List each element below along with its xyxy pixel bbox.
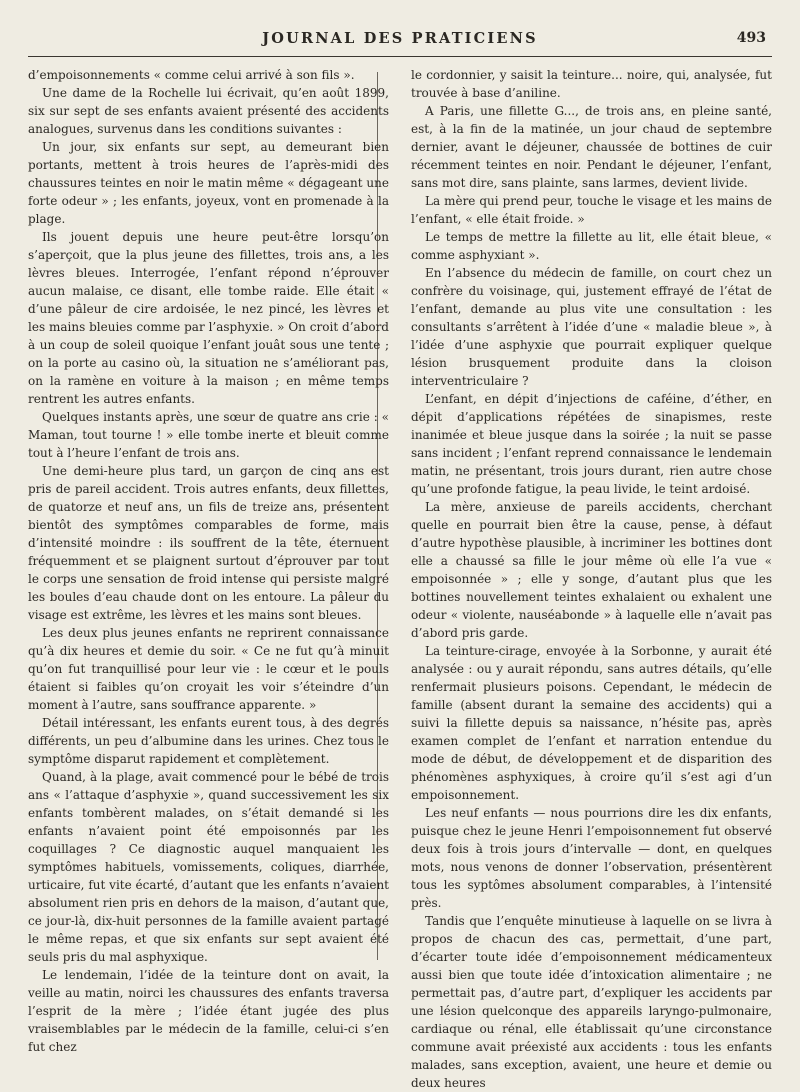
paragraph: Le lendemain, l’idée de la teinture dont on avait, la veille au matin, noirci les chaussures des enfants traversa l’esprit de la mère ; l’idée étant jugée des plus vraisemblables par le médecin de la famille, celui-ci s’en fut chez xyxy=(28,968,389,1054)
paragraph: Les deux plus jeunes enfants ne reprirent connaissance qu’à dix heures et demie du soir. « Ce ne fut qu’à minuit qu’on fut tranquillisé pour leur vie : le cœur et le pouls étaient si faibles qu’on croyait les voir s’éteindre d’un moment à l’autre, sans souffrance apparente. » xyxy=(28,626,389,712)
paragraph: le cordonnier, y saisit la teinture... noire, qui, analysée, fut trouvée à base d’aniline. xyxy=(411,68,772,100)
paragraph: Une dame de la Rochelle lui écrivait, qu’en août 1899, six sur sept de ses enfants avaient présenté des accidents analogues, survenus dans les conditions suivantes : xyxy=(28,86,389,136)
paragraph: La teinture-cirage, envoyée à la Sorbonne, y aurait été analysée : ou y aurait répondu, sans autres détails, qu’elle renfermait plusieurs poisons. Cependant, le médecin de famille (absent durant la semaine des accidents) qui a suivi la fillette depuis sa naissance, n’hésite pas, après examen complet de l’enfant et narration entendue du mode de début, de développement et de disparition des phénomènes asphyxiques, à croire qu’il s’est agi d’un empoisonnement. xyxy=(411,644,772,802)
paragraph: d’empoisonnements « comme celui arrivé à son fils ». xyxy=(28,68,355,82)
paragraph: Détail intéressant, les enfants eurent tous, à des degrés différents, un peu d’albumine dans les urines. Chez tous le symptôme disparut rapidement et complètement. xyxy=(28,716,389,766)
paragraph: Une demi-heure plus tard, un garçon de cinq ans est pris de pareil accident. Trois autres enfants, deux fillettes, de quatorze et neuf ans, un fils de treize ans, présentent bientôt des symptômes comparables de forme, mais d’intensité moindre : ils souffrent de la tête, éternuent fréquemment et se plaignent surtout d’éprouver par tout le corps une sensation de froid intense qui persiste malgré les boules d’eau chaude dont on les entoure. La pâleur du visage est extrême, les lèvres et les mains sont bleues. xyxy=(28,464,389,622)
article-body xyxy=(28,66,772,1090)
paragraph: La mère, anxieuse de pareils accidents, cherchant quelle en pourrait bien être la cause, pense, à défaut d’autre hypothèse plausible, à incriminer les bottines dont elle a chaussé sa fille le jour même où elle l’a vue « empoisonnée » ; elle y songe, d’autant plus que les bottines nouvellement teintes exhalaient ou exhalent une odeur « violente, nauséabonde » à laquelle elle n’avait pas d’abord pris garde. xyxy=(411,500,772,640)
paragraph: L’enfant, en dépit d’injections de caféine, d’éther, en dépit d’applications répétées de sinapismes, reste inanimée et bleue jusque dans la soirée ; la nuit se passe sans incident ; l’enfant reprend connaissance le lendemain matin, ne présentant, trois jours durant, rien autre chose qu’une profonde fatigue, la peau livide, le teint ardoisé. xyxy=(411,392,772,496)
paragraph: Un jour, six enfants sur sept, au demeurant bien portants, mettent à trois heures de l’après-midi des chaussures teintes en noir le matin même « dégageant une forte odeur » ; les enfants, joyeux, vont en promenade à la plage. xyxy=(28,140,389,226)
paragraph: Quand, à la plage, avait commencé pour le bébé de trois ans « l’attaque d’asphyxie », quand successivement les six enfants tombèrent malades, on s’était demandé si les enfants n’avaient point été empoisonnés par les coquillages ? Ce diagnostic auquel manquaient les symptômes habituels, vomissements, coliques, diarrhée, urticaire, fut vite écarté, d’autant que les enfants n’avaient absolument rien pris en dehors de la maison, d’autant que, ce jour-là, dix-huit personnes de la famille avaient partagé le même repas, et que six enfants sur sept avaient été seuls pris du mal asphyxique. xyxy=(28,770,389,964)
right-column xyxy=(411,66,772,1090)
paragraph: Le temps de mettre la fillette au lit, elle était bleue, « comme asphyxiant ». xyxy=(411,230,772,262)
paragraph: En l’absence du médecin de famille, on court chez un confrère du voisinage, qui, justement effrayé de l’état de l’enfant, demande au plus vite une consultation : les consultants s’arrêtent à l’idée d’une « maladie bleue », à l’idée d’une asphyxie que pourrait expliquer quelque lésion brusquement produite dans la cloison interventriculaire ? xyxy=(411,266,772,388)
page-number: 493 xyxy=(736,30,766,46)
paragraph: Tandis que l’enquête minutieuse à laquelle on se livra à propos de chacun des cas, permettait, d’une part, d’écarter toute idée d’empoisonnement médicamenteux aussi bien que toute idée d’intoxication alimentaire ; ne permettait pas, d’autre part, d’expliquer les accidents par une lésion quelconque des appareils laryngo-pulmonaire, cardiaque ou rénal, elle établissait qu’une circonstance commune avait préexisté aux accidents : tous les enfants malades, sans exception, avaient, une heure et demie ou deux heures xyxy=(411,914,772,1090)
left-column xyxy=(28,66,389,1054)
paragraph: Quelques instants après, une sœur de quatre ans crie : « Maman, tout tourne ! » elle tombe inerte et bleuit comme tout à l’heure l’enfant de trois ans. xyxy=(28,410,389,460)
paragraph: A Paris, une fillette G..., de trois ans, en pleine santé, est, à la fin de la matinée, un jour chaud de septembre dernier, avant le déjeuner, chaussée de bottines de cuir récemment teintes en noir. Pendant le déjeuner, l’enfant, sans mot dire, sans plainte, sans larmes, devient livide. xyxy=(411,104,772,190)
page-header xyxy=(28,26,772,57)
paragraph: Les neuf enfants — nous pourrions dire les dix enfants, puisque chez le jeune Henri l’empoisonnement fut observé deux fois à trois jours d’intervalle — dont, en quelques mots, nous venons de donner l’observation, présentèrent tous les syptômes absolument comparables, à l’intensité près. xyxy=(411,806,772,910)
paragraph: Ils jouent depuis une heure peut-être lorsqu’on s’aperçoit, que la plus jeune des fillettes, trois ans, a les lèvres bleues. Interrogée, l’enfant répond n’éprouver aucun malaise, ce disant, elle tombe raide. Elle était « d’une pâleur de cire ardoisée, le nez pincé, les lèvres et les mains bleuies comme par l’asphyxie. » On croit d’abord à un coup de soleil quoique l’enfant jouât sous une tente ; on la porte au casino où, la situation ne s’améliorant pas, on la ramène en voiture à la maison ; en même temps rentrent les autres enfants. xyxy=(28,230,389,406)
running-title: JOURNAL DES PRATICIENS xyxy=(262,30,538,47)
paragraph: La mère qui prend peur, touche le visage et les mains de l’enfant, « elle était froide. » xyxy=(411,194,772,226)
